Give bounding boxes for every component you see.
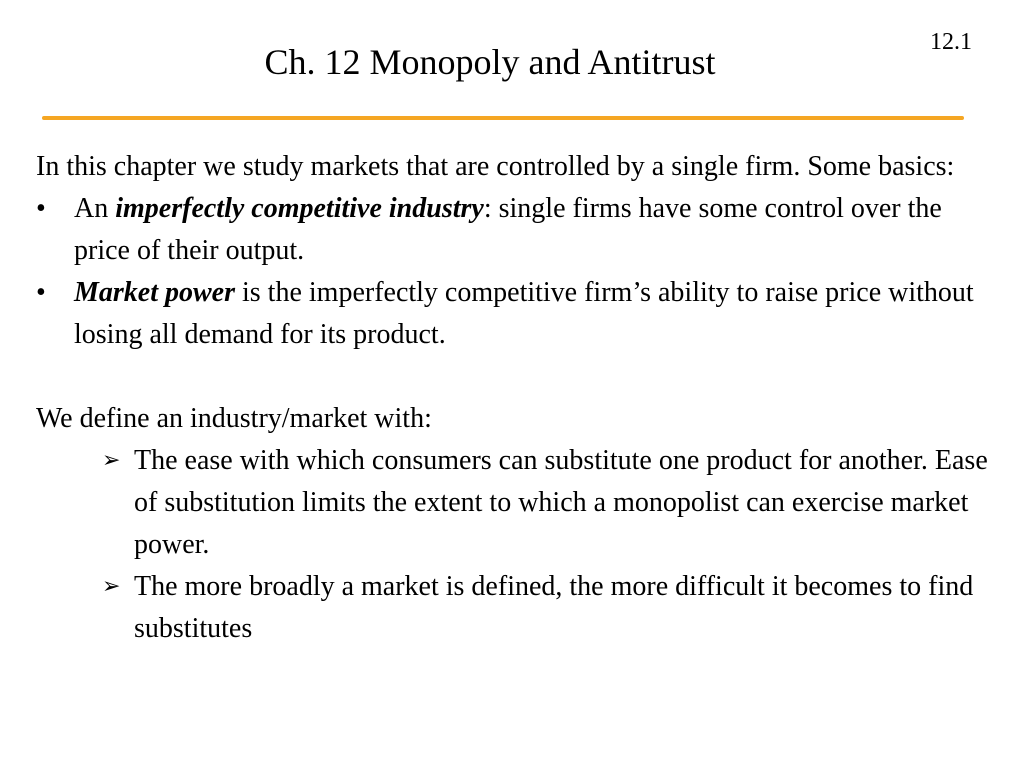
arrow-bullet-icon: ➢ bbox=[102, 574, 121, 599]
arrow-bullet-icon: ➢ bbox=[102, 448, 121, 473]
sub-item-market-definition bbox=[102, 566, 996, 650]
sub-item-text: The ease with which consumers can substitute one product for another. Ease of substitution limits the extent to which a monopolist can exercise market power. bbox=[134, 445, 988, 560]
slide-number: 12.1 bbox=[930, 29, 972, 55]
sub-list bbox=[102, 440, 996, 650]
bullet-prefix: An bbox=[74, 193, 116, 224]
defined-term: Market power bbox=[74, 277, 235, 308]
sub-item-text: The more broadly a market is defined, the more difficult it becomes to find substitutes bbox=[134, 571, 974, 644]
bullet-marker: • bbox=[36, 277, 46, 308]
define-heading: We define an industry/market with: bbox=[36, 403, 432, 434]
bullet-definition: : single firms have some control over the price of their output. bbox=[74, 193, 942, 266]
bullet-definition: is the imperfectly competitive firm’s ability to raise price without losing all demand for its product. bbox=[74, 277, 974, 350]
bullet-item-imperfect-competition bbox=[36, 188, 996, 272]
paragraph-spacer bbox=[36, 356, 996, 398]
title-divider bbox=[42, 116, 964, 120]
slide-body bbox=[36, 146, 996, 650]
defined-term: imperfectly competitive industry bbox=[115, 193, 484, 224]
intro-paragraph: In this chapter we study markets that are controlled by a single firm. Some basics: bbox=[36, 151, 955, 182]
bullet-marker: • bbox=[36, 193, 46, 224]
bullet-item-market-power bbox=[36, 272, 996, 356]
sub-item-substitution bbox=[102, 440, 996, 566]
slide-title: Ch. 12 Monopoly and Antitrust bbox=[264, 42, 716, 82]
